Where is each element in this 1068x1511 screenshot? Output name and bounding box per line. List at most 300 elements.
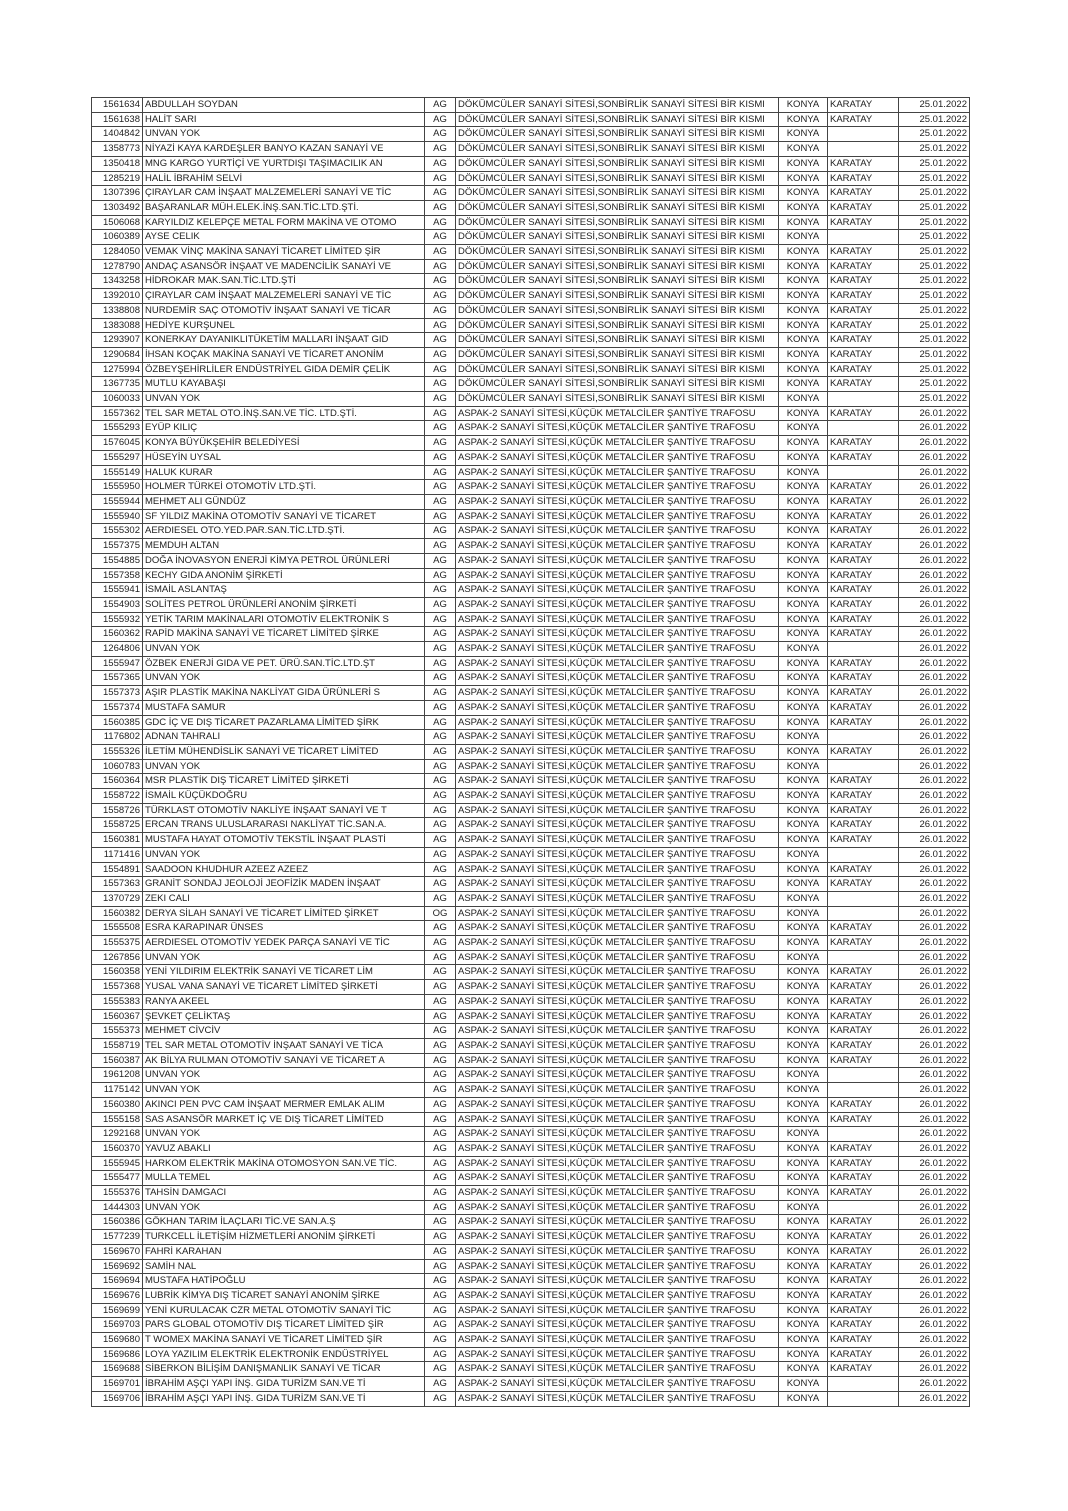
subscriber-id-cell: 1555932 (92, 612, 143, 627)
district-cell: KARATAY (828, 877, 899, 892)
location-cell: ASPAK-2 SANAYİ SİTESİ,KÜÇÜK METALCİLER ŞANTİYE TRAFOSU (456, 524, 779, 539)
city-cell: KONYA (779, 392, 828, 407)
outage-table (91, 97, 970, 1407)
location-cell: ASPAK-2 SANAYİ SİTESİ,KÜÇÜK METALCİLER ŞANTİYE TRAFOSU (456, 877, 779, 892)
date-cell: 26.01.2022 (899, 1288, 970, 1303)
city-cell: KONYA (779, 891, 828, 906)
voltage-type-cell: AG (425, 1362, 456, 1377)
subscriber-name-cell: YETİK TARIM MAKİNALARI OTOMOTİV ELEKTRONİK S (143, 612, 425, 627)
district-cell: KARATAY (828, 789, 899, 804)
district-cell: KARATAY (828, 1024, 899, 1039)
outage-table-body (92, 98, 970, 1407)
district-cell: KARATAY (828, 98, 899, 113)
district-cell: KARATAY (828, 362, 899, 377)
voltage-type-cell: AG (425, 965, 456, 980)
voltage-type-cell: AG (425, 627, 456, 642)
table-row (92, 1186, 970, 1201)
location-cell: DÖKÜMCÜLER SANAYİ SİTESİ,SONBİRLİK SANAYİ SİTESİ BİR KISMI (456, 156, 779, 171)
subscriber-id-cell: 1557358 (92, 568, 143, 583)
district-cell: KARATAY (828, 200, 899, 215)
subscriber-id-cell: 1569703 (92, 1318, 143, 1333)
voltage-type-cell: AG (425, 245, 456, 260)
voltage-type-cell: AG (425, 642, 456, 657)
district-cell: KARATAY (828, 1230, 899, 1245)
city-cell: KONYA (779, 1068, 828, 1083)
district-cell (828, 127, 899, 142)
location-cell: ASPAK-2 SANAYİ SİTESİ,KÜÇÜK METALCİLER ŞANTİYE TRAFOSU (456, 1141, 779, 1156)
subscriber-id-cell: 1555477 (92, 1171, 143, 1186)
table-row (92, 686, 970, 701)
city-cell: KONYA (779, 1333, 828, 1348)
location-cell: DÖKÜMCÜLER SANAYİ SİTESİ,SONBİRLİK SANAYİ SİTESİ BİR KISMI (456, 259, 779, 274)
subscriber-id-cell: 1557368 (92, 980, 143, 995)
district-cell: KARATAY (828, 921, 899, 936)
location-cell: ASPAK-2 SANAYİ SİTESİ,KÜÇÜK METALCİLER ŞANTİYE TRAFOSU (456, 627, 779, 642)
district-cell: KARATAY (828, 406, 899, 421)
voltage-type-cell: AG (425, 1259, 456, 1274)
district-cell (828, 1391, 899, 1406)
subscriber-name-cell: YUSAL VANA SANAYİ VE TİCARET LİMİTED ŞİRKETİ (143, 980, 425, 995)
city-cell: KONYA (779, 612, 828, 627)
location-cell: ASPAK-2 SANAYİ SİTESİ,KÜÇÜK METALCİLER ŞANTİYE TRAFOSU (456, 759, 779, 774)
district-cell: KARATAY (828, 774, 899, 789)
voltage-type-cell: AG (425, 98, 456, 113)
subscriber-name-cell: MEHMET ALI GÜNDÜZ (143, 494, 425, 509)
voltage-type-cell: AG (425, 1288, 456, 1303)
location-cell: DÖKÜMCÜLER SANAYİ SİTESİ,SONBİRLİK SANAYİ SİTESİ BİR KISMI (456, 274, 779, 289)
subscriber-name-cell: MUTLU KAYABAŞI (143, 377, 425, 392)
location-cell: DÖKÜMCÜLER SANAYİ SİTESİ,SONBİRLİK SANAYİ SİTESİ BİR KISMI (456, 318, 779, 333)
district-cell (828, 730, 899, 745)
date-cell: 26.01.2022 (899, 994, 970, 1009)
location-cell: ASPAK-2 SANAYİ SİTESİ,KÜÇÜK METALCİLER ŞANTİYE TRAFOSU (456, 642, 779, 657)
location-cell: ASPAK-2 SANAYİ SİTESİ,KÜÇÜK METALCİLER ŞANTİYE TRAFOSU (456, 818, 779, 833)
district-cell: KARATAY (828, 1156, 899, 1171)
location-cell: ASPAK-2 SANAYİ SİTESİ,KÜÇÜK METALCİLER ŞANTİYE TRAFOSU (456, 744, 779, 759)
voltage-type-cell: AG (425, 612, 456, 627)
date-cell: 26.01.2022 (899, 1112, 970, 1127)
subscriber-name-cell: İHSAN KOÇAK MAKİNA SANAYİ VE TİCARET ANONİM (143, 347, 425, 362)
table-row (92, 1053, 970, 1068)
voltage-type-cell: AG (425, 274, 456, 289)
date-cell: 26.01.2022 (899, 789, 970, 804)
date-cell: 25.01.2022 (899, 303, 970, 318)
location-cell: DÖKÜMCÜLER SANAYİ SİTESİ,SONBİRLİK SANAYİ SİTESİ BİR KISMI (456, 347, 779, 362)
voltage-type-cell: AG (425, 377, 456, 392)
subscriber-id-cell: 1577239 (92, 1230, 143, 1245)
district-cell: KARATAY (828, 671, 899, 686)
subscriber-name-cell: ABDULLAH SOYDAN (143, 98, 425, 113)
date-cell: 25.01.2022 (899, 186, 970, 201)
location-cell: ASPAK-2 SANAYİ SİTESİ,KÜÇÜK METALCİLER ŞANTİYE TRAFOSU (456, 1274, 779, 1289)
location-cell: ASPAK-2 SANAYİ SİTESİ,KÜÇÜK METALCİLER ŞANTİYE TRAFOSU (456, 789, 779, 804)
table-row (92, 906, 970, 921)
subscriber-name-cell: UNVAN YOK (143, 642, 425, 657)
city-cell: KONYA (779, 1039, 828, 1054)
table-row (92, 245, 970, 260)
voltage-type-cell: AG (425, 171, 456, 186)
subscriber-name-cell: UNVAN YOK (143, 392, 425, 407)
table-row (92, 818, 970, 833)
subscriber-id-cell: 1555158 (92, 1112, 143, 1127)
table-row (92, 1377, 970, 1392)
subscriber-id-cell: 1555326 (92, 744, 143, 759)
city-cell: KONYA (779, 583, 828, 598)
subscriber-id-cell: 1555373 (92, 1024, 143, 1039)
voltage-type-cell: AG (425, 539, 456, 554)
location-cell: ASPAK-2 SANAYİ SİTESİ,KÜÇÜK METALCİLER ŞANTİYE TRAFOSU (456, 1215, 779, 1230)
city-cell: KONYA (779, 245, 828, 260)
district-cell (828, 1068, 899, 1083)
district-cell (828, 1377, 899, 1392)
table-row (92, 1333, 970, 1348)
table-row (92, 406, 970, 421)
table-row (92, 671, 970, 686)
subscriber-name-cell: DERYA SİLAH SANAYİ VE TİCARET LİMİTED ŞİRKET (143, 906, 425, 921)
location-cell: DÖKÜMCÜLER SANAYİ SİTESİ,SONBİRLİK SANAYİ SİTESİ BİR KISMI (456, 303, 779, 318)
subscriber-id-cell: 1560367 (92, 1009, 143, 1024)
city-cell: KONYA (779, 259, 828, 274)
city-cell: KONYA (779, 1009, 828, 1024)
city-cell: KONYA (779, 230, 828, 245)
subscriber-name-cell: NİYAZİ KAYA KARDEŞLER BANYO KAZAN SANAYİ VE (143, 142, 425, 157)
table-row (92, 171, 970, 186)
date-cell: 26.01.2022 (899, 1156, 970, 1171)
date-cell: 26.01.2022 (899, 833, 970, 848)
location-cell: ASPAK-2 SANAYİ SİTESİ,KÜÇÜK METALCİLER ŞANTİYE TRAFOSU (456, 1053, 779, 1068)
voltage-type-cell: AG (425, 730, 456, 745)
date-cell: 25.01.2022 (899, 215, 970, 230)
subscriber-id-cell: 1557363 (92, 877, 143, 892)
date-cell: 26.01.2022 (899, 877, 970, 892)
location-cell: ASPAK-2 SANAYİ SİTESİ,KÜÇÜK METALCİLER ŞANTİYE TRAFOSU (456, 1009, 779, 1024)
subscriber-id-cell: 1290684 (92, 347, 143, 362)
city-cell: KONYA (779, 759, 828, 774)
date-cell: 26.01.2022 (899, 568, 970, 583)
subscriber-id-cell: 1569706 (92, 1391, 143, 1406)
location-cell: ASPAK-2 SANAYİ SİTESİ,KÜÇÜK METALCİLER ŞANTİYE TRAFOSU (456, 847, 779, 862)
table-row (92, 436, 970, 451)
voltage-type-cell: AG (425, 686, 456, 701)
location-cell: ASPAK-2 SANAYİ SİTESİ,KÜÇÜK METALCİLER ŞANTİYE TRAFOSU (456, 1097, 779, 1112)
table-row (92, 833, 970, 848)
date-cell: 26.01.2022 (899, 1303, 970, 1318)
voltage-type-cell: AG (425, 1391, 456, 1406)
date-cell: 26.01.2022 (899, 1347, 970, 1362)
city-cell: KONYA (779, 318, 828, 333)
district-cell: KARATAY (828, 480, 899, 495)
location-cell: ASPAK-2 SANAYİ SİTESİ,KÜÇÜK METALCİLER ŞANTİYE TRAFOSU (456, 480, 779, 495)
voltage-type-cell: AG (425, 200, 456, 215)
voltage-type-cell: AG (425, 436, 456, 451)
voltage-type-cell: AG (425, 524, 456, 539)
subscriber-name-cell: TÜRKLAST OTOMOTİV NAKLİYE İNŞAAT SANAYİ VE T (143, 803, 425, 818)
voltage-type-cell: AG (425, 862, 456, 877)
table-row (92, 1097, 970, 1112)
table-row (92, 450, 970, 465)
subscriber-id-cell: 1060389 (92, 230, 143, 245)
table-row (92, 1039, 970, 1054)
district-cell: KARATAY (828, 1303, 899, 1318)
location-cell: ASPAK-2 SANAYİ SİTESİ,KÜÇÜK METALCİLER ŞANTİYE TRAFOSU (456, 715, 779, 730)
voltage-type-cell: AG (425, 1083, 456, 1098)
location-cell: ASPAK-2 SANAYİ SİTESİ,KÜÇÜK METALCİLER ŞANTİYE TRAFOSU (456, 833, 779, 848)
location-cell: DÖKÜMCÜLER SANAYİ SİTESİ,SONBİRLİK SANAYİ SİTESİ BİR KISMI (456, 142, 779, 157)
voltage-type-cell: AG (425, 259, 456, 274)
subscriber-name-cell: TURKCELL İLETİŞİM HİZMETLERİ ANONİM ŞİRKETİ (143, 1230, 425, 1245)
subscriber-name-cell: MEHMET CİVCİV (143, 1024, 425, 1039)
subscriber-name-cell: ÇIRAYLAR CAM İNŞAAT MALZEMELERİ SANAYİ VE TİC (143, 289, 425, 304)
voltage-type-cell: AG (425, 230, 456, 245)
date-cell: 26.01.2022 (899, 862, 970, 877)
voltage-type-cell: AG (425, 818, 456, 833)
city-cell: KONYA (779, 98, 828, 113)
location-cell: ASPAK-2 SANAYİ SİTESİ,KÜÇÜK METALCİLER ŞANTİYE TRAFOSU (456, 583, 779, 598)
subscriber-id-cell: 1558722 (92, 789, 143, 804)
location-cell: ASPAK-2 SANAYİ SİTESİ,KÜÇÜK METALCİLER ŞANTİYE TRAFOSU (456, 1083, 779, 1098)
voltage-type-cell: AG (425, 112, 456, 127)
table-row (92, 1200, 970, 1215)
district-cell: KARATAY (828, 700, 899, 715)
subscriber-name-cell: GRANİT SONDAJ JEOLOJİ JEOFİZİK MADEN İNŞAAT (143, 877, 425, 892)
location-cell: ASPAK-2 SANAYİ SİTESİ,KÜÇÜK METALCİLER ŞANTİYE TRAFOSU (456, 539, 779, 554)
city-cell: KONYA (779, 656, 828, 671)
location-cell: DÖKÜMCÜLER SANAYİ SİTESİ,SONBİRLİK SANAYİ SİTESİ BİR KISMI (456, 289, 779, 304)
location-cell: DÖKÜMCÜLER SANAYİ SİTESİ,SONBİRLİK SANAYİ SİTESİ BİR KISMI (456, 171, 779, 186)
district-cell: KARATAY (828, 215, 899, 230)
date-cell: 26.01.2022 (899, 774, 970, 789)
subscriber-name-cell: AERDIESEL OTOMOTİV YEDEK PARÇA SANAYİ VE TİC (143, 936, 425, 951)
district-cell: KARATAY (828, 333, 899, 348)
city-cell: KONYA (779, 333, 828, 348)
subscriber-name-cell: SF YILDIZ MAKİNA OTOMOTİV SANAYİ VE TİCARET (143, 509, 425, 524)
table-row (92, 524, 970, 539)
district-cell (828, 142, 899, 157)
district-cell (828, 847, 899, 862)
table-row (92, 1141, 970, 1156)
district-cell: KARATAY (828, 436, 899, 451)
table-row (92, 1274, 970, 1289)
date-cell: 25.01.2022 (899, 156, 970, 171)
table-row (92, 347, 970, 362)
subscriber-id-cell: 1961208 (92, 1068, 143, 1083)
subscriber-name-cell: GDC İÇ VE DIŞ TİCARET PAZARLAMA LİMİTED ŞİRK (143, 715, 425, 730)
subscriber-name-cell: SAMİH NAL (143, 1259, 425, 1274)
table-row (92, 553, 970, 568)
city-cell: KONYA (779, 1186, 828, 1201)
city-cell: KONYA (779, 818, 828, 833)
city-cell: KONYA (779, 700, 828, 715)
subscriber-name-cell: ADNAN TAHRALI (143, 730, 425, 745)
subscriber-id-cell: 1560385 (92, 715, 143, 730)
city-cell: KONYA (779, 1259, 828, 1274)
district-cell (828, 392, 899, 407)
subscriber-name-cell: TEL SAR METAL OTOMOTİV İNŞAAT SANAYİ VE TİCA (143, 1039, 425, 1054)
date-cell: 26.01.2022 (899, 465, 970, 480)
district-cell: KARATAY (828, 686, 899, 701)
district-cell: KARATAY (828, 980, 899, 995)
table-row (92, 480, 970, 495)
subscriber-name-cell: MUSTAFA SAMUR (143, 700, 425, 715)
location-cell: ASPAK-2 SANAYİ SİTESİ,KÜÇÜK METALCİLER ŞANTİYE TRAFOSU (456, 936, 779, 951)
location-cell: ASPAK-2 SANAYİ SİTESİ,KÜÇÜK METALCİLER ŞANTİYE TRAFOSU (456, 450, 779, 465)
city-cell: KONYA (779, 289, 828, 304)
date-cell: 26.01.2022 (899, 1200, 970, 1215)
date-cell: 25.01.2022 (899, 347, 970, 362)
voltage-type-cell: AG (425, 1215, 456, 1230)
subscriber-name-cell: YAVUZ ABAKLI (143, 1141, 425, 1156)
subscriber-id-cell: 1392010 (92, 289, 143, 304)
table-row (92, 333, 970, 348)
date-cell: 25.01.2022 (899, 171, 970, 186)
subscriber-id-cell: 1555508 (92, 921, 143, 936)
voltage-type-cell: AG (425, 1230, 456, 1245)
table-row (92, 1009, 970, 1024)
city-cell: KONYA (779, 303, 828, 318)
subscriber-id-cell: 1350418 (92, 156, 143, 171)
location-cell: ASPAK-2 SANAYİ SİTESİ,KÜÇÜK METALCİLER ŞANTİYE TRAFOSU (456, 965, 779, 980)
subscriber-name-cell: AKINCI PEN PVC CAM İNŞAAT MERMER EMLAK ALIM (143, 1097, 425, 1112)
city-cell: KONYA (779, 833, 828, 848)
location-cell: ASPAK-2 SANAYİ SİTESİ,KÜÇÜK METALCİLER ŞANTİYE TRAFOSU (456, 1068, 779, 1083)
city-cell: KONYA (779, 186, 828, 201)
table-row (92, 362, 970, 377)
subscriber-name-cell: AK BİLYA RULMAN OTOMOTİV SANAYİ VE TİCARET A (143, 1053, 425, 1068)
table-row (92, 1347, 970, 1362)
district-cell: KARATAY (828, 1244, 899, 1259)
subscriber-id-cell: 1555950 (92, 480, 143, 495)
date-cell: 25.01.2022 (899, 200, 970, 215)
district-cell: KARATAY (828, 1009, 899, 1024)
city-cell: KONYA (779, 1156, 828, 1171)
table-row (92, 730, 970, 745)
subscriber-name-cell: MSR PLASTİK DIŞ TİCARET LİMİTED ŞİRKETİ (143, 774, 425, 789)
subscriber-name-cell: DOĞA İNOVASYON ENERJİ KİMYA PETROL ÜRÜNLERİ (143, 553, 425, 568)
table-row (92, 465, 970, 480)
subscriber-id-cell: 1576045 (92, 436, 143, 451)
voltage-type-cell: AG (425, 1274, 456, 1289)
subscriber-name-cell: UNVAN YOK (143, 1200, 425, 1215)
date-cell: 26.01.2022 (899, 744, 970, 759)
city-cell: KONYA (779, 377, 828, 392)
date-cell: 26.01.2022 (899, 524, 970, 539)
date-cell: 26.01.2022 (899, 921, 970, 936)
subscriber-id-cell: 1569694 (92, 1274, 143, 1289)
city-cell: KONYA (779, 744, 828, 759)
voltage-type-cell: AG (425, 1097, 456, 1112)
table-row (92, 289, 970, 304)
table-row (92, 877, 970, 892)
district-cell: KARATAY (828, 1112, 899, 1127)
subscriber-name-cell: VEMAK VİNÇ MAKİNA SANAYİ TİCARET LİMİTED ŞİR (143, 245, 425, 260)
subscriber-name-cell: HİDROKAR MAK.SAN.TİC.LTD.ŞTİ (143, 274, 425, 289)
subscriber-name-cell: KONYA BÜYÜKŞEHİR BELEDİYESİ (143, 436, 425, 451)
city-cell: KONYA (779, 847, 828, 862)
location-cell: ASPAK-2 SANAYİ SİTESİ,KÜÇÜK METALCİLER ŞANTİYE TRAFOSU (456, 465, 779, 480)
subscriber-id-cell: 1358773 (92, 142, 143, 157)
subscriber-name-cell: RAPİD MAKİNA SANAYİ VE TİCARET LİMİTED ŞİRKE (143, 627, 425, 642)
district-cell: KARATAY (828, 186, 899, 201)
district-cell: KARATAY (828, 347, 899, 362)
date-cell: 26.01.2022 (899, 803, 970, 818)
location-cell: DÖKÜMCÜLER SANAYİ SİTESİ,SONBİRLİK SANAYİ SİTESİ BİR KISMI (456, 112, 779, 127)
date-cell: 26.01.2022 (899, 1068, 970, 1083)
district-cell (828, 759, 899, 774)
subscriber-id-cell: 1275994 (92, 362, 143, 377)
district-cell: KARATAY (828, 289, 899, 304)
date-cell: 26.01.2022 (899, 730, 970, 745)
table-row (92, 1215, 970, 1230)
subscriber-id-cell: 1060783 (92, 759, 143, 774)
city-cell: KONYA (779, 1288, 828, 1303)
district-cell: KARATAY (828, 833, 899, 848)
voltage-type-cell: AG (425, 1333, 456, 1348)
voltage-type-cell: AG (425, 303, 456, 318)
table-row (92, 700, 970, 715)
subscriber-id-cell: 1506068 (92, 215, 143, 230)
subscriber-name-cell: PARS GLOBAL OTOMOTİV DIŞ TİCARET LİMİTED ŞİR (143, 1318, 425, 1333)
location-cell: ASPAK-2 SANAYİ SİTESİ,KÜÇÜK METALCİLER ŞANTİYE TRAFOSU (456, 1039, 779, 1054)
subscriber-id-cell: 1569701 (92, 1377, 143, 1392)
table-row (92, 583, 970, 598)
date-cell: 26.01.2022 (899, 421, 970, 436)
city-cell: KONYA (779, 1391, 828, 1406)
district-cell: KARATAY (828, 303, 899, 318)
location-cell: ASPAK-2 SANAYİ SİTESİ,KÜÇÜK METALCİLER ŞANTİYE TRAFOSU (456, 1391, 779, 1406)
city-cell: KONYA (779, 553, 828, 568)
location-cell: ASPAK-2 SANAYİ SİTESİ,KÜÇÜK METALCİLER ŞANTİYE TRAFOSU (456, 406, 779, 421)
location-cell: ASPAK-2 SANAYİ SİTESİ,KÜÇÜK METALCİLER ŞANTİYE TRAFOSU (456, 421, 779, 436)
voltage-type-cell: AG (425, 392, 456, 407)
table-row (92, 98, 970, 113)
location-cell: ASPAK-2 SANAYİ SİTESİ,KÜÇÜK METALCİLER ŞANTİYE TRAFOSU (456, 1333, 779, 1348)
voltage-type-cell: AG (425, 1303, 456, 1318)
voltage-type-cell: AG (425, 1244, 456, 1259)
voltage-type-cell: AG (425, 583, 456, 598)
table-row (92, 1259, 970, 1274)
city-cell: KONYA (779, 1127, 828, 1142)
location-cell: ASPAK-2 SANAYİ SİTESİ,KÜÇÜK METALCİLER ŞANTİYE TRAFOSU (456, 921, 779, 936)
city-cell: KONYA (779, 171, 828, 186)
date-cell: 26.01.2022 (899, 965, 970, 980)
subscriber-id-cell: 1383088 (92, 318, 143, 333)
subscriber-name-cell: TAHSİN DAMGACI (143, 1186, 425, 1201)
city-cell: KONYA (779, 539, 828, 554)
city-cell: KONYA (779, 127, 828, 142)
voltage-type-cell: AG (425, 1186, 456, 1201)
city-cell: KONYA (779, 774, 828, 789)
subscriber-name-cell: AYSE CELIK (143, 230, 425, 245)
subscriber-id-cell: 1569670 (92, 1244, 143, 1259)
location-cell: ASPAK-2 SANAYİ SİTESİ,KÜÇÜK METALCİLER ŞANTİYE TRAFOSU (456, 950, 779, 965)
city-cell: KONYA (779, 730, 828, 745)
city-cell: KONYA (779, 803, 828, 818)
district-cell: KARATAY (828, 1097, 899, 1112)
city-cell: KONYA (779, 1377, 828, 1392)
location-cell: ASPAK-2 SANAYİ SİTESİ,KÜÇÜK METALCİLER ŞANTİYE TRAFOSU (456, 700, 779, 715)
subscriber-id-cell: 1555376 (92, 1186, 143, 1201)
subscriber-id-cell: 1555944 (92, 494, 143, 509)
district-cell (828, 642, 899, 657)
location-cell: DÖKÜMCÜLER SANAYİ SİTESİ,SONBİRLİK SANAYİ SİTESİ BİR KISMI (456, 333, 779, 348)
voltage-type-cell: AG (425, 333, 456, 348)
subscriber-name-cell: SOLİTES PETROL ÜRÜNLERİ ANONİM ŞİRKETİ (143, 597, 425, 612)
city-cell: KONYA (779, 1141, 828, 1156)
voltage-type-cell: AG (425, 1053, 456, 1068)
subscriber-name-cell: RANYA AKEEL (143, 994, 425, 1009)
subscriber-id-cell: 1560387 (92, 1053, 143, 1068)
subscriber-name-cell: UNVAN YOK (143, 671, 425, 686)
